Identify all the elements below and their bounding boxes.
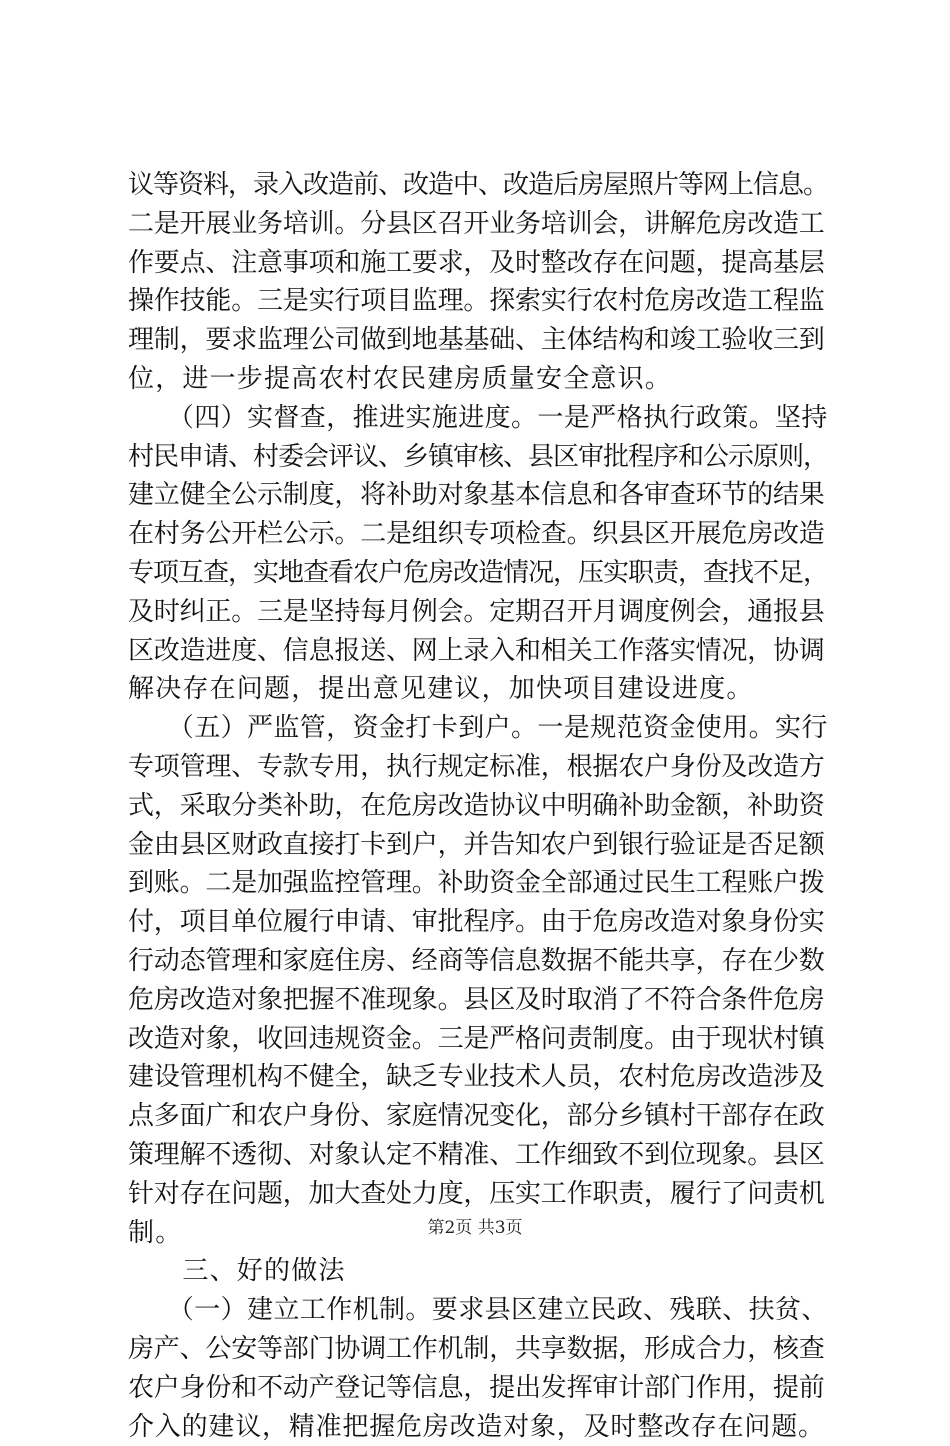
text-line: 式，采取分类补助，在危房改造协议中明确补助金额，补助资 <box>128 787 828 826</box>
text-line: 专项互查，实地查看农户危房改造情况，压实职责，查找不足， <box>128 554 828 593</box>
text-line: 农户身份和不动产登记等信息，提出发挥审计部门作用，提前 <box>128 1369 828 1408</box>
text-line: 位，进一步提高农村农民建房质量安全意识。 <box>128 360 828 399</box>
page-number-footer: 第2页 共3页 <box>0 1216 950 1240</box>
text-line: 付，项目单位履行申请、审批程序。由于危房改造对象身份实 <box>128 903 828 942</box>
text-line: 作要点、注意事项和施工要求，及时整改存在问题，提高基层 <box>128 244 828 283</box>
text-line: 介入的建议，精准把握危房改造对象，及时整改存在问题。 <box>128 1408 828 1446</box>
text-line: 行动态管理和家庭住房、经商等信息数据不能共享，存在少数 <box>128 942 828 981</box>
text-line: 房产、公安等部门协调工作机制，共享数据，形成合力，核查 <box>128 1330 828 1369</box>
text-line: 区改造进度、信息报送、网上录入和相关工作落实情况，协调 <box>128 632 828 671</box>
text-line: 建立健全公示制度，将补助对象基本信息和各审查环节的结果 <box>128 476 828 515</box>
text-line: 改造对象，收回违规资金。三是严格问责制度。由于现状村镇 <box>128 1020 828 1059</box>
text-line: 二是开展业务培训。分县区召开业务培训会，讲解危房改造工 <box>128 205 828 244</box>
text-line: 制。 <box>128 1214 828 1253</box>
text-line: （四）实督查，推进实施进度。一是严格执行政策。坚持 <box>128 399 828 438</box>
text-line: 在村务公开栏公示。二是组织专项检查。织县区开展危房改造 <box>128 515 828 554</box>
text-line: 针对存在问题，加大查处力度，压实工作职责，履行了问责机 <box>128 1175 828 1214</box>
section-heading: 三、好的做法 <box>128 1252 828 1291</box>
text-line: 建设管理机构不健全，缺乏专业技术人员，农村危房改造涉及 <box>128 1058 828 1097</box>
text-line: 金由县区财政直接打卡到户，并告知农户到银行验证是否足额 <box>128 826 828 865</box>
text-line: 操作技能。三是实行项目监理。探索实行农村危房改造工程监 <box>128 282 828 321</box>
text-line: 点多面广和农户身份、家庭情况变化，部分乡镇村干部存在政 <box>128 1097 828 1136</box>
text-line: 议等资料，录入改造前、改造中、改造后房屋照片等网上信息。 <box>128 166 828 205</box>
text-line: 解决存在问题，提出意见建议，加快项目建设进度。 <box>128 670 828 709</box>
text-line: 及时纠正。三是坚持每月例会。定期召开月调度例会，通报县 <box>128 593 828 632</box>
body-text <box>128 166 828 1446</box>
text-line: 危房改造对象把握不准现象。县区及时取消了不符合条件危房 <box>128 981 828 1020</box>
text-line: 理制，要求监理公司做到地基基础、主体结构和竣工验收三到 <box>128 321 828 360</box>
text-line: 策理解不透彻、对象认定不精准、工作细致不到位现象。县区 <box>128 1136 828 1175</box>
text-line: 村民申请、村委会评议、乡镇审核、县区审批程序和公示原则， <box>128 438 828 477</box>
text-line: （一）建立工作机制。要求县区建立民政、残联、扶贫、 <box>128 1291 828 1330</box>
text-line: 到账。二是加强监控管理。补助资金全部通过民生工程账户拨 <box>128 864 828 903</box>
text-line: （五）严监管，资金打卡到户。一是规范资金使用。实行 <box>128 709 828 748</box>
text-line: 专项管理、专款专用，执行规定标准，根据农户身份及改造方 <box>128 748 828 787</box>
